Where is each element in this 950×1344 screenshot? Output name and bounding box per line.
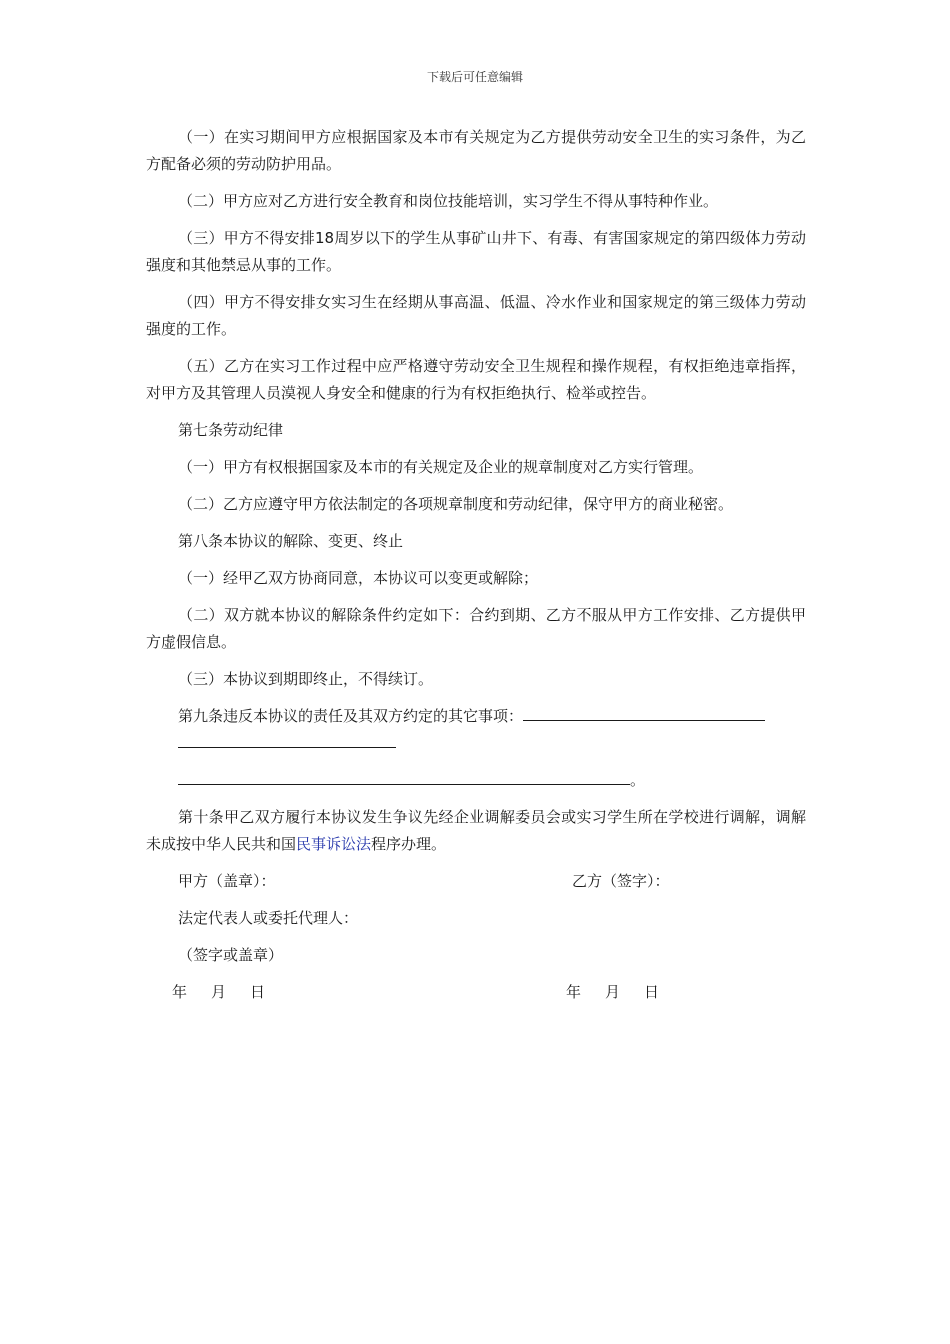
fill-blank-line[interactable] — [523, 703, 765, 721]
paragraph: （一）在实习期间甲方应根据国家及本市有关规定为乙方提供劳动安全卫生的实习条件，为乙方配备必须的劳动防护用品。 — [146, 128, 806, 173]
representative-row — [146, 905, 806, 932]
article-10-text: 第十条甲乙双方履行本协议发生争议先经企业调解委员会或实习学生所在学校进行调解，调解未成按中华人民共和国 — [146, 808, 806, 853]
article-10 — [146, 804, 806, 858]
paragraph: （二）双方就本协议的解除条件约定如下：合约到期、乙方不服从甲方工作安排、乙方提供甲方虚假信息。 — [146, 606, 806, 651]
paragraph: （四）甲方不得安排女实习生在经期从事高温、低温、冷水作业和国家规定的第三级体力劳动强度的工作。 — [146, 293, 806, 338]
paragraph: （三）甲方不得安排18周岁以下的学生从事矿山井下、有毒、有害国家规定的第四级体力劳动强度和其他禁忌从事的工作。 — [146, 229, 806, 274]
article-9-continuation — [146, 730, 806, 757]
article-9-text: 第九条违反本协议的责任及其双方约定的其它事项： — [178, 707, 524, 725]
paragraph: （三）本协议到期即终止，不得续订。 — [178, 670, 434, 688]
party-b-date — [566, 979, 683, 1006]
civil-procedure-law-link[interactable]: 民事诉讼法 — [296, 835, 372, 853]
month-label: 月 — [605, 983, 621, 1001]
paragraph: （二）乙方应遵守甲方依法制定的各项规章制度和劳动纪律，保守甲方的商业秘密。 — [178, 495, 734, 513]
sign-note-row — [146, 942, 806, 969]
representative-label: 法定代表人或委托代理人： — [178, 909, 359, 927]
paragraph: （一）经甲乙双方协商同意，本协议可以变更或解除； — [178, 569, 539, 587]
party-b-sign-label: 乙方（签字）： — [572, 872, 670, 890]
year-label: 年 — [566, 983, 582, 1001]
party-a-date — [172, 979, 289, 1006]
party-a-seal-label: 甲方（盖章）： — [178, 872, 276, 890]
paragraph: （五）乙方在实习工作过程中应严格遵守劳动安全卫生规程和操作规程，有权拒绝违章指挥，对甲方及其管理人员漠视人身安全和健康的行为有权拒绝执行、检举或控告。 — [146, 357, 806, 402]
year-label: 年 — [172, 983, 188, 1001]
paragraph: （一）甲方有权根据国家及本市的有关规定及企业的规章制度对乙方实行管理。 — [178, 458, 704, 476]
date-row — [146, 979, 806, 1006]
article-heading: 第八条本协议的解除、变更、终止 — [178, 532, 404, 550]
document-body — [146, 124, 806, 1016]
sign-or-seal-note: （签字或盖章） — [178, 946, 284, 964]
paragraph: （二）甲方应对乙方进行安全教育和岗位技能培训，实习学生不得从事特种作业。 — [178, 192, 719, 210]
fill-blank-line[interactable] — [178, 767, 630, 785]
month-label: 月 — [211, 983, 227, 1001]
article-10-text-end: 程序办理。 — [371, 835, 447, 853]
article-9-period: 。 — [630, 771, 646, 789]
page-header: 下载后可任意编辑 — [426, 70, 523, 84]
day-label: 日 — [250, 983, 266, 1001]
day-label: 日 — [644, 983, 660, 1001]
article-9 — [146, 703, 806, 730]
fill-blank-line[interactable] — [178, 730, 396, 748]
article-heading: 第七条劳动纪律 — [178, 421, 284, 439]
article-9-end — [146, 767, 806, 794]
signature-parties-row — [146, 868, 806, 895]
